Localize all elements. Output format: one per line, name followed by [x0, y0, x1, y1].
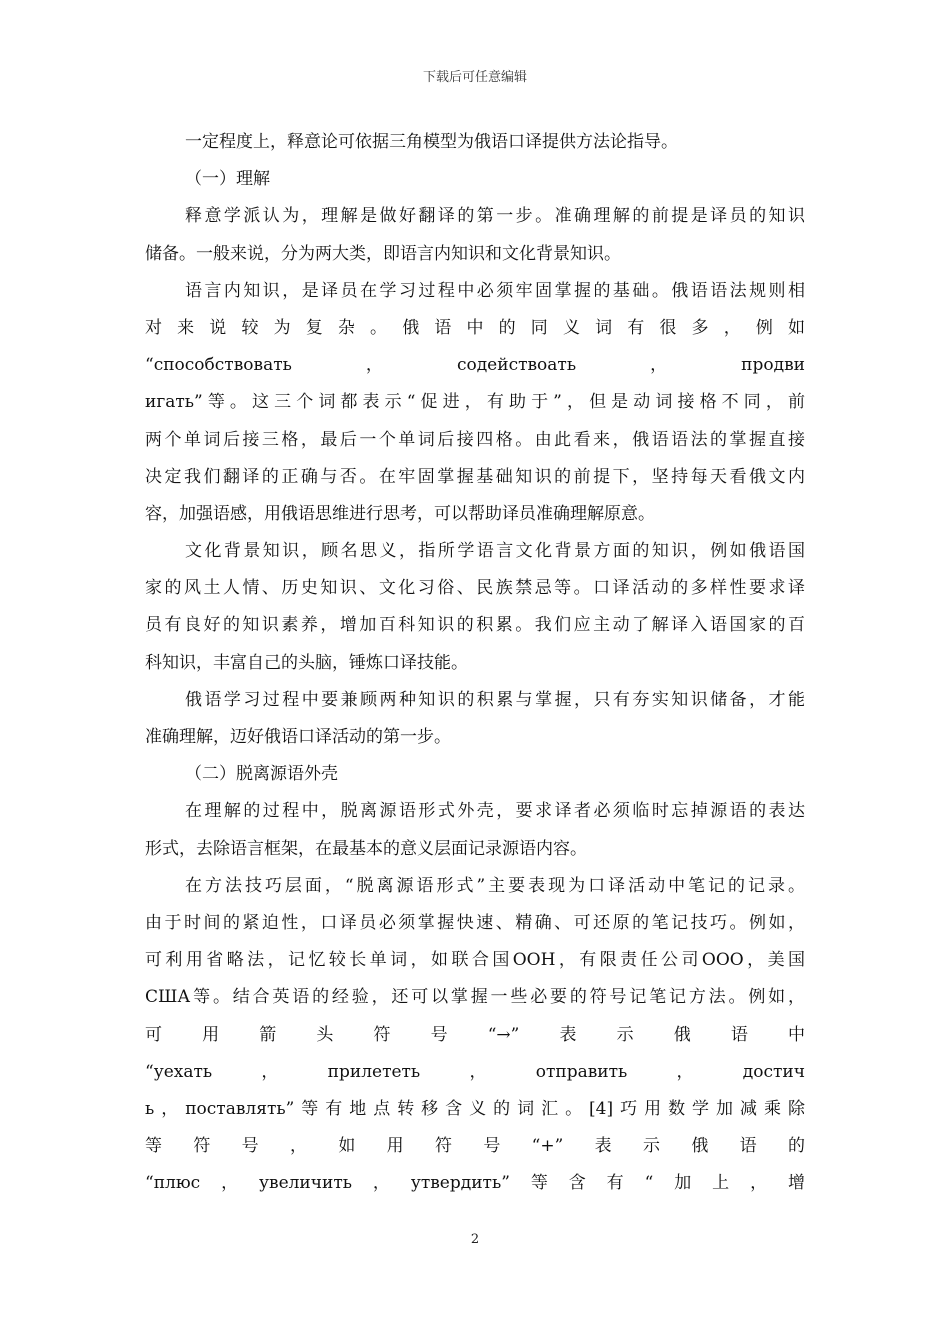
text-line: 俄语学习过程中要兼顾两种知识的积累与掌握，只有夯实知识储备，才能: [185, 689, 805, 710]
text-line: игать”等。这三个词都表示“促进，有助于”，但是动词接格不同，前: [145, 392, 805, 413]
text-line: 两个单词后接三格，最后一个单词后接四格。由此看来，俄语语法的掌握直接: [145, 429, 805, 450]
text-line: “способствовать，содействоать，продви: [145, 355, 805, 376]
text-line: 家的风土人情、历史知识、文化习俗、民族禁忌等。口译活动的多样性要求译: [145, 578, 805, 599]
text-line: ь，поставлять”等有地点转移含义的词汇。[4]巧用数学加减乘除: [145, 1098, 805, 1119]
text-line: 由于时间的紧迫性，口译员必须掌握快速、精确、可还原的笔记技巧。例如，: [145, 912, 805, 933]
body-text: [145, 124, 805, 1202]
text-line: 一定程度上，释意论可依据三角模型为俄语口译提供方法论指导。: [185, 132, 678, 152]
text-line: 形式，去除语言框架，在最基本的意义层面记录源语内容。: [145, 838, 587, 859]
page-header: 下载后可任意编辑: [422, 70, 527, 85]
text-line: （二）脱离源语外壳: [185, 764, 338, 785]
text-line: 准确理解，迈好俄语口译活动的第一步。: [145, 727, 451, 747]
text-line: 员有良好的知识素养，增加百科知识的积累。我们应主动了解译入语国家的百: [145, 615, 805, 636]
text-line: 文化背景知识，顾名思义，指所学语言文化背景方面的知识，例如俄语国: [185, 541, 805, 562]
text-line: “уехать，прилететь，отправить，достич: [145, 1061, 805, 1082]
text-line: 决定我们翻译的正确与否。在牢固掌握基础知识的前提下，坚持每天看俄文内: [145, 466, 805, 487]
text-line: 等符号，如用符号“+”表示俄语的: [145, 1136, 805, 1157]
text-line: 储备。一般来说，分为两大类，即语言内知识和文化背景知识。: [145, 243, 621, 264]
text-line: （一）理解: [185, 169, 270, 190]
page-number: 2: [470, 1232, 480, 1247]
text-line: 可用箭头符号“→”表示俄语中: [145, 1024, 805, 1045]
text-line: 容，加强语感，用俄语思维进行思考，可以帮助译员准确理解原意。: [145, 503, 655, 524]
text-line: 语言内知识，是译员在学习过程中必须牢固掌握的基础。俄语语法规则相: [185, 280, 805, 301]
text-line: 对来说较为复杂。俄语中的同义词有很多，例如: [145, 317, 805, 338]
text-line: США等。结合英语的经验，还可以掌握一些必要的符号记笔记方法。例如，: [145, 987, 805, 1008]
text-line: “плюс，увеличить，утвердить”等含有“加上，增: [145, 1173, 805, 1194]
text-line: 释意学派认为，理解是做好翻译的第一步。准确理解的前提是译员的知识: [185, 206, 805, 227]
text-line: 在方法技巧层面，“脱离源语形式”主要表现为口译活动中笔记的记录。: [185, 875, 805, 896]
text-line: 在理解的过程中，脱离源语形式外壳，要求译者必须临时忘掉源语的表达: [185, 801, 805, 822]
text-line: 可利用省略法，记忆较长单词，如联合国ООН，有限责任公司ООО，美国: [145, 950, 805, 971]
text-line: 科知识，丰富自己的头脑，锤炼口译技能。: [145, 652, 468, 673]
